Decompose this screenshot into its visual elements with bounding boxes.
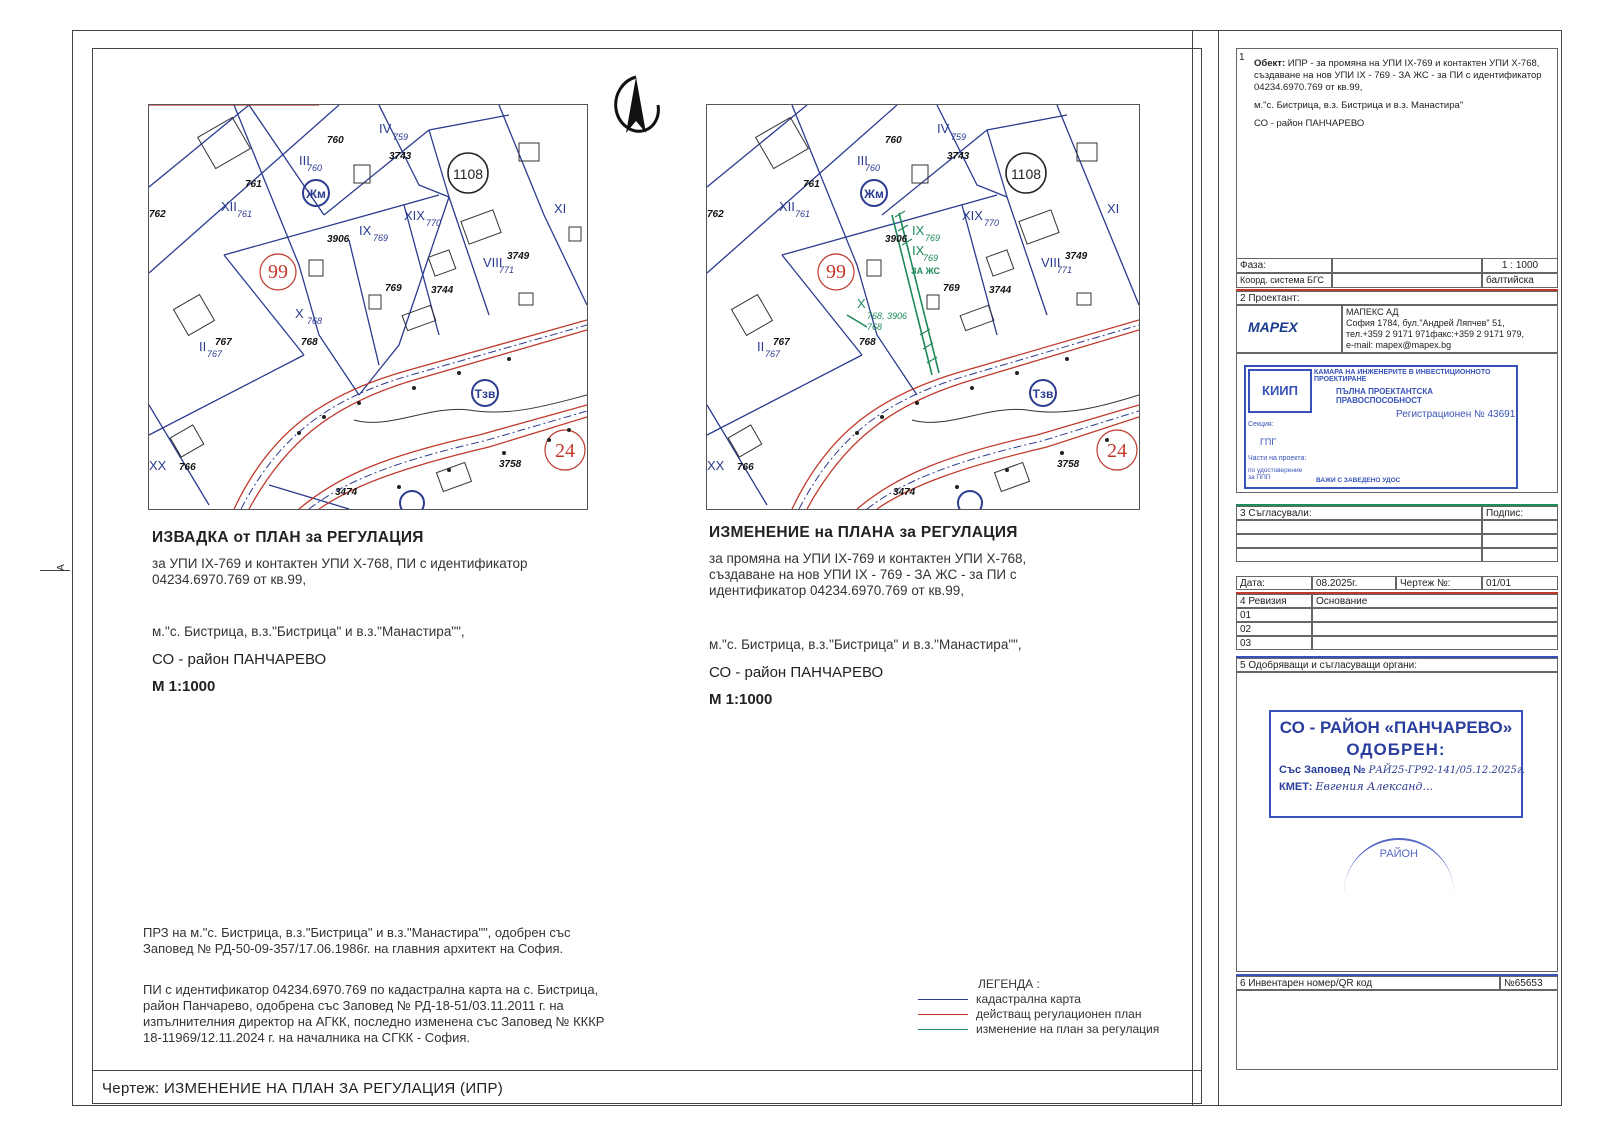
drawing-title: Чертеж: ИЗМЕНЕНИЕ НА ПЛАН ЗА РЕГУЛАЦИЯ (ИПР) bbox=[92, 1070, 1202, 1102]
agreed-header: 3 Съгласували: bbox=[1236, 506, 1482, 520]
parcel-767: 767 bbox=[215, 337, 232, 348]
svg-text:3758: 3758 bbox=[1057, 459, 1080, 470]
svg-text:766: 766 bbox=[737, 462, 754, 473]
svg-text:761: 761 bbox=[803, 179, 820, 190]
svg-text:99: 99 bbox=[826, 261, 846, 283]
pi-note: ПИ с идентификатор 04234.6970.769 по кадастрална карта на с. Бистрица, район Панчарево, одобрена със Заповед № РД-18-51/03.11.2011 г. на изпълнителния директор на АГКК, последно изменена със Заповед № КККР 18-11969/12.11.2024 г. на началника на СГКК - София. bbox=[143, 982, 605, 1045]
svg-text:3474: 3474 bbox=[893, 487, 916, 498]
svg-text:24: 24 bbox=[1107, 440, 1127, 462]
upi-iv: IV bbox=[379, 121, 392, 136]
svg-text:II: II bbox=[757, 339, 765, 354]
right-map-scale: М 1:1000 bbox=[709, 691, 773, 708]
coord-label-cell: Коорд. система БГС bbox=[1236, 273, 1332, 288]
date-label: Дата: bbox=[1236, 576, 1312, 590]
upi-xii: XII bbox=[221, 199, 237, 214]
side-mark: A bbox=[55, 564, 67, 571]
approval-stamp: СО - РАЙОН «ПАНЧАРЕВО» ОДОБРЕН: Със Заповед № РАЙ25-ГР92-141/05.12.2025г. КМЕТ: Евгения Александ... bbox=[1269, 710, 1523, 818]
signature-header: Подпис: bbox=[1482, 506, 1558, 520]
designer-header: 2 Проектант: bbox=[1236, 291, 1558, 305]
left-map-location: м."с. Бистрица, в.з."Бистрица" и в.з."Манастира"", bbox=[152, 624, 465, 639]
revision-header: 4 Ревизия bbox=[1236, 594, 1312, 608]
agreed-row-3 bbox=[1236, 548, 1482, 562]
designer-logo: MAPEX bbox=[1236, 305, 1342, 353]
left-map-district: СО - район ПАНЧАРЕВО bbox=[152, 651, 327, 668]
svg-text:3744: 3744 bbox=[989, 285, 1012, 296]
svg-text:1108: 1108 bbox=[1010, 166, 1042, 182]
object-section-number: 1 bbox=[1239, 52, 1245, 63]
column-separator-2 bbox=[1192, 30, 1193, 1106]
round-stamp-fragment: РАЙОН bbox=[1344, 838, 1454, 894]
upi-viii: VIII bbox=[483, 255, 503, 270]
parcel-769: 769 bbox=[385, 283, 402, 294]
svg-text:IX: IX bbox=[912, 243, 925, 258]
block-1108-label: 1108 bbox=[452, 166, 484, 182]
basis-header: Основание bbox=[1312, 594, 1558, 608]
za-zhs-label: ЗА ЖС bbox=[911, 266, 941, 276]
svg-text:XI: XI bbox=[1107, 201, 1120, 216]
svg-text:767: 767 bbox=[765, 349, 781, 359]
upi-xi: XI bbox=[554, 201, 567, 216]
parcel-762: 762 bbox=[149, 209, 166, 220]
svg-text:Тзв: Тзв bbox=[1032, 387, 1054, 401]
upi-xx: XX bbox=[149, 458, 167, 473]
svg-text:768: 768 bbox=[307, 316, 323, 326]
svg-text:769: 769 bbox=[943, 283, 960, 294]
svg-text:770: 770 bbox=[426, 218, 442, 228]
zone-zhm-label: Жм bbox=[306, 187, 326, 201]
map-extract-existing bbox=[148, 104, 588, 510]
left-map-line-2: 04234.6970.769 от кв.99, bbox=[152, 572, 307, 587]
upi-x: X bbox=[295, 306, 304, 321]
svg-text:762: 762 bbox=[707, 209, 724, 220]
sheet-label: Чертеж №: bbox=[1396, 576, 1482, 590]
svg-text:759: 759 bbox=[951, 132, 967, 142]
upi-xix: XIX bbox=[404, 208, 425, 223]
qr-area bbox=[1236, 990, 1558, 1070]
svg-text:761: 761 bbox=[237, 209, 253, 219]
svg-text:771: 771 bbox=[1057, 265, 1073, 275]
parcel-3744: 3744 bbox=[431, 285, 454, 296]
svg-text:3906: 3906 bbox=[885, 234, 908, 245]
revision-02: 02 bbox=[1236, 622, 1312, 636]
scale-cell: 1 : 1000 bbox=[1482, 258, 1558, 273]
parcel-3749: 3749 bbox=[507, 251, 530, 262]
kiip-stamp: КИИП КАМАРА НА ИНЖЕНЕРИТЕ В ИНВЕСТИЦИОННОТО ПРОЕКТИРАНЕ ПЪЛНА ПРОЕКТАНТСКА ПРАВОСПОСОБНОСТ Регистрационен № 43691 Секция: ГПГ Части на проекта: по удостоверение за ППП ВАЖИ С ЗАВЕДЕНО УДОС bbox=[1244, 365, 1518, 489]
block-99-label: 99 bbox=[268, 261, 288, 283]
legend-item-cadastral: кадастрална карта bbox=[918, 992, 1159, 1007]
sheet-value: 01/01 bbox=[1482, 576, 1558, 590]
parcel-3743: 3743 bbox=[389, 151, 412, 162]
svg-text:XII: XII bbox=[779, 199, 795, 214]
svg-text:760: 760 bbox=[885, 135, 902, 146]
svg-text:VIII: VIII bbox=[1041, 255, 1061, 270]
svg-text:767: 767 bbox=[773, 337, 790, 348]
svg-text:769: 769 bbox=[373, 233, 389, 243]
date-value: 08.2025г. bbox=[1312, 576, 1396, 590]
svg-text:XX: XX bbox=[707, 458, 725, 473]
object-text: Обект: ИПР - за промяна на УПИ IX-769 и контактен УПИ Х-768, създаване на нов УПИ IX - 769 - ЗА ЖС - за ПИ с идентификатор 04234.6970.769 от кв.99, м."с. Бистрица, в.з. Бистрица и в.з. Манастира" СО - район ПАНЧАРЕВО bbox=[1254, 58, 1542, 129]
svg-text:767: 767 bbox=[207, 349, 223, 359]
svg-text:Жм: Жм bbox=[864, 187, 884, 201]
parcel-760: 760 bbox=[327, 135, 344, 146]
coord-value-cell: балтийска bbox=[1482, 273, 1558, 288]
map-proposed-change bbox=[706, 104, 1140, 510]
approve-header: 5 Одобряващи и съгласуващи органи: bbox=[1236, 658, 1558, 672]
phase-value-cell bbox=[1332, 258, 1482, 273]
upi-x-new: X bbox=[857, 296, 866, 311]
right-map-district: СО - район ПАНЧАРЕВО bbox=[709, 664, 884, 681]
upi-iii: III bbox=[299, 153, 310, 168]
parcel-3474: 3474 bbox=[335, 487, 358, 498]
block-24-label: 24 bbox=[555, 440, 575, 462]
svg-text:3743: 3743 bbox=[947, 151, 970, 162]
svg-text:IV: IV bbox=[937, 121, 950, 136]
right-map-line-1: за промяна на УПИ IX-769 и контактен УПИ X-768, bbox=[709, 551, 1027, 566]
left-map-line-1: за УПИ IX-769 и контактен УПИ X-768, ПИ с идентификатор bbox=[152, 556, 528, 571]
north-arrow-icon bbox=[608, 73, 664, 148]
agreed-row-2 bbox=[1236, 534, 1482, 548]
legend-item-regulation: действащ регулационен план bbox=[918, 1007, 1159, 1022]
parcel-761: 761 bbox=[245, 179, 262, 190]
title-block bbox=[1236, 48, 1558, 1104]
revision-01: 01 bbox=[1236, 608, 1312, 622]
right-map-location: м."с. Бистрица, в.з."Бистрица" и в.з."Манастира"", bbox=[709, 637, 1022, 652]
upi-ii: II bbox=[199, 339, 207, 354]
legend-item-change: изменение на план за регулация bbox=[918, 1022, 1159, 1037]
legend-title: ЛЕГЕНДА : bbox=[978, 977, 1040, 991]
svg-text:760: 760 bbox=[307, 163, 323, 173]
svg-text:768: 768 bbox=[867, 322, 883, 332]
right-map-line-3: идентификатор 04234.6970.769 от кв.99, bbox=[709, 583, 965, 598]
svg-text:III: III bbox=[857, 153, 868, 168]
svg-text:3749: 3749 bbox=[1065, 251, 1088, 262]
change-parcel-label: 768, 3906 bbox=[867, 311, 908, 321]
parcel-766: 766 bbox=[179, 462, 196, 473]
svg-text:771: 771 bbox=[499, 265, 515, 275]
designer-info: МАПЕКС АД София 1784, бул."Андрей Ляпчев" 51, тел.+359 2 9171 971факс:+359 2 9171 979, e-mail: mapex@mapex.bg bbox=[1342, 305, 1558, 353]
zone-tzv-label: Тзв bbox=[474, 387, 496, 401]
svg-text:760: 760 bbox=[865, 163, 881, 173]
svg-text:769: 769 bbox=[925, 233, 941, 243]
parcel-3758: 3758 bbox=[499, 459, 522, 470]
right-map-heading: ИЗМЕНЕНИЕ на ПЛАНА за РЕГУЛАЦИЯ bbox=[709, 524, 1018, 541]
parcel-768: 768 bbox=[301, 337, 318, 348]
agreed-row-1 bbox=[1236, 520, 1482, 534]
svg-text:769: 769 bbox=[923, 253, 939, 263]
inventory-header: 6 Инвентарен номер/QR код bbox=[1236, 976, 1500, 990]
upi-ix: IX bbox=[359, 223, 372, 238]
prz-note: ПРЗ на м."с. Бистрица, в.з."Бистрица" и в.з."Манастира"", одобрен със Заповед № РД-50-09-357/17.06.1986г. на главния архитект на София. bbox=[143, 925, 571, 956]
legend-items bbox=[918, 992, 1159, 1037]
inventory-value: №65653 bbox=[1500, 976, 1558, 990]
left-map-heading: ИЗВАДКА от ПЛАН за РЕГУЛАЦИЯ bbox=[152, 529, 424, 546]
parcel-3906: 3906 bbox=[327, 234, 350, 245]
svg-text:761: 761 bbox=[795, 209, 811, 219]
upi-ix-new: IX bbox=[912, 223, 925, 238]
svg-text:759: 759 bbox=[393, 132, 409, 142]
svg-text:768: 768 bbox=[859, 337, 876, 348]
right-map-line-2: създаване на нов УПИ IX - 769 - ЗА ЖС - за ПИ с bbox=[709, 567, 1017, 582]
coord-mid-cell bbox=[1332, 273, 1482, 288]
revision-03: 03 bbox=[1236, 636, 1312, 650]
handwritten-mayor-name: Евгения Александ... bbox=[1315, 780, 1433, 793]
left-map-scale: М 1:1000 bbox=[152, 678, 216, 695]
phase-label-cell: Фаза: bbox=[1236, 258, 1332, 273]
svg-text:770: 770 bbox=[984, 218, 1000, 228]
handwritten-order-no: РАЙ25-ГР92-141/05.12.2025г. bbox=[1368, 765, 1526, 776]
column-separator bbox=[1218, 30, 1219, 1106]
svg-text:XIX: XIX bbox=[962, 208, 983, 223]
